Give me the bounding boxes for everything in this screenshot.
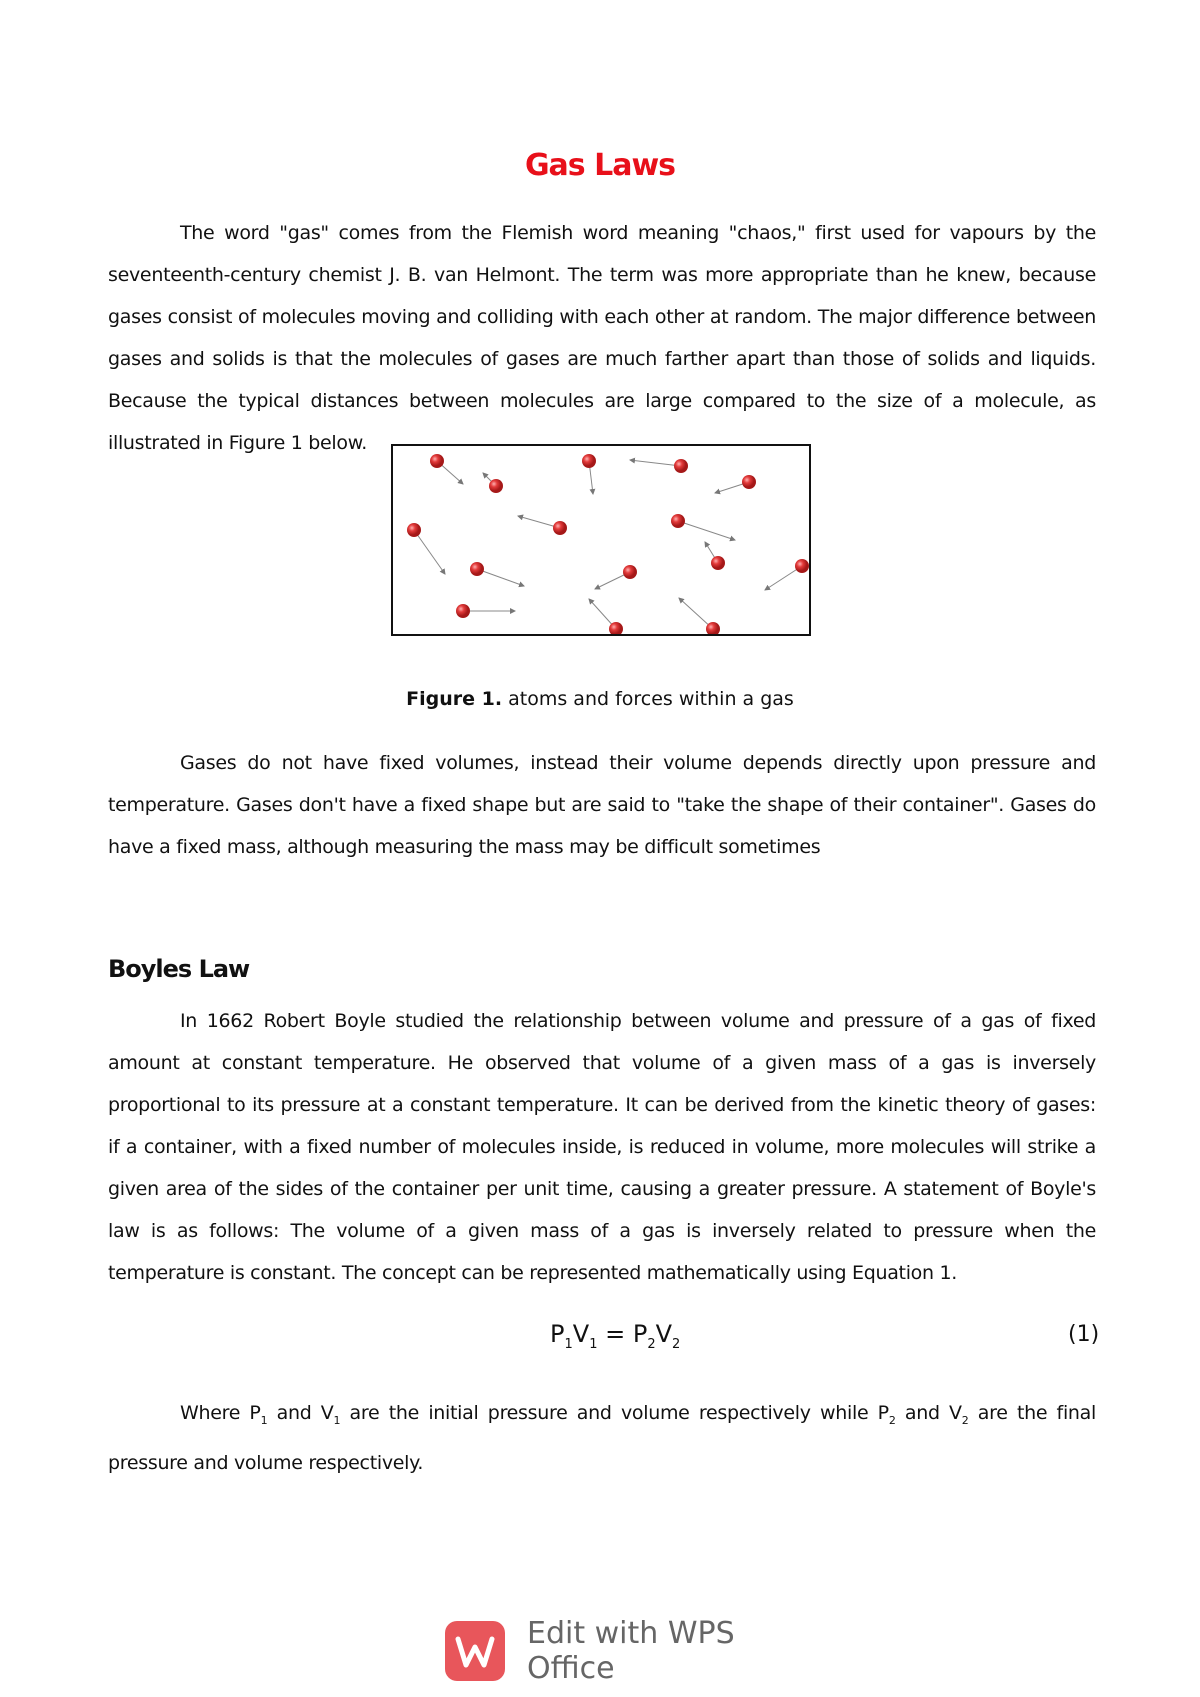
equation-number: (1) <box>1068 1322 1100 1347</box>
gas-molecule <box>582 454 596 468</box>
gas-molecule <box>795 559 809 573</box>
gas-molecule <box>553 521 567 535</box>
where-paragraph: Where $P_1$ and $V_1$ are the initial pressure and volume respectively while $P_2$ and $V_2$ are the final pressure and volume respectively. <box>108 1402 1096 1474</box>
boyles-law-paragraph <box>108 1000 1096 1294</box>
properties-text: Gases do not have fixed volumes, instead their volume depends directly upon pressure and temperature. Gases don't have a fixed shape but are said to "take the shape of their container". Gases do have a fixed mass, although measuring the mass may be difficult sometimes <box>108 752 1096 858</box>
motion-arrow <box>414 530 445 574</box>
document-title: Gas Laws <box>524 148 676 183</box>
motion-arrow <box>678 521 735 540</box>
gas-molecule <box>742 475 756 489</box>
boyles-law-text: In 1662 Robert Boyle studied the relationship between volume and pressure of a gas of fixed amount at constant temperature. He observed that volume of a given mass of a gas is inversely proportional to its pressure at a constant temperature. It can be derived from the kinetic theory of gases: if a container, with a fixed number of molecules inside, is reduced in volume, more molecules will strike a given area of the sides of the container per unit time, causing a greater pressure. A statement of Boyle's law is as follows: The volume of a given mass of a gas is inversely related to pressure when the temperature is constant. The concept can be represented mathematically using Equation 1. <box>108 1010 1096 1284</box>
intro-paragraph <box>108 212 1096 464</box>
gas-molecule <box>711 556 725 570</box>
gas-molecule <box>706 622 720 634</box>
wps-logo-icon <box>445 1621 505 1681</box>
gas-molecule <box>470 562 484 576</box>
boyles-law-equation: $P_1V_1 = P_2V_2$ <box>550 1320 681 1352</box>
figure-caption-label: Figure 1. <box>406 688 503 710</box>
gas-molecule <box>430 454 444 468</box>
gas-molecule <box>674 459 688 473</box>
gas-molecules-figure <box>391 444 811 636</box>
figure-caption-text: atoms and forces within a gas <box>502 688 794 710</box>
wps-watermark[interactable] <box>445 1616 785 1686</box>
gas-molecule <box>623 565 637 579</box>
gas-molecule <box>407 523 421 537</box>
wps-watermark-text: Edit with WPS Office <box>527 1616 735 1686</box>
gas-molecule <box>456 604 470 618</box>
motion-arrow <box>630 460 681 466</box>
gas-molecule <box>489 479 503 493</box>
properties-paragraph <box>108 742 1096 868</box>
gas-molecule <box>671 514 685 528</box>
molecules-diagram <box>393 446 809 634</box>
figure-caption <box>0 688 1200 710</box>
intro-text: The word "gas" comes from the Flemish word meaning "chaos," first used for vapours by the seventeenth-century chemist J. B. van Helmont. The term was more appropriate than he knew, because gases consist of molecules moving and colliding with each other at random. The major difference between gases and solids is that the molecules of gases are much farther apart than those of solids and liquids. Because the typical distances between molecules are large compared to the size of a molecule, as illustrated in Figure 1 below. <box>108 222 1096 454</box>
boyles-law-heading: Boyles Law <box>108 955 250 983</box>
motion-arrow <box>477 569 524 586</box>
